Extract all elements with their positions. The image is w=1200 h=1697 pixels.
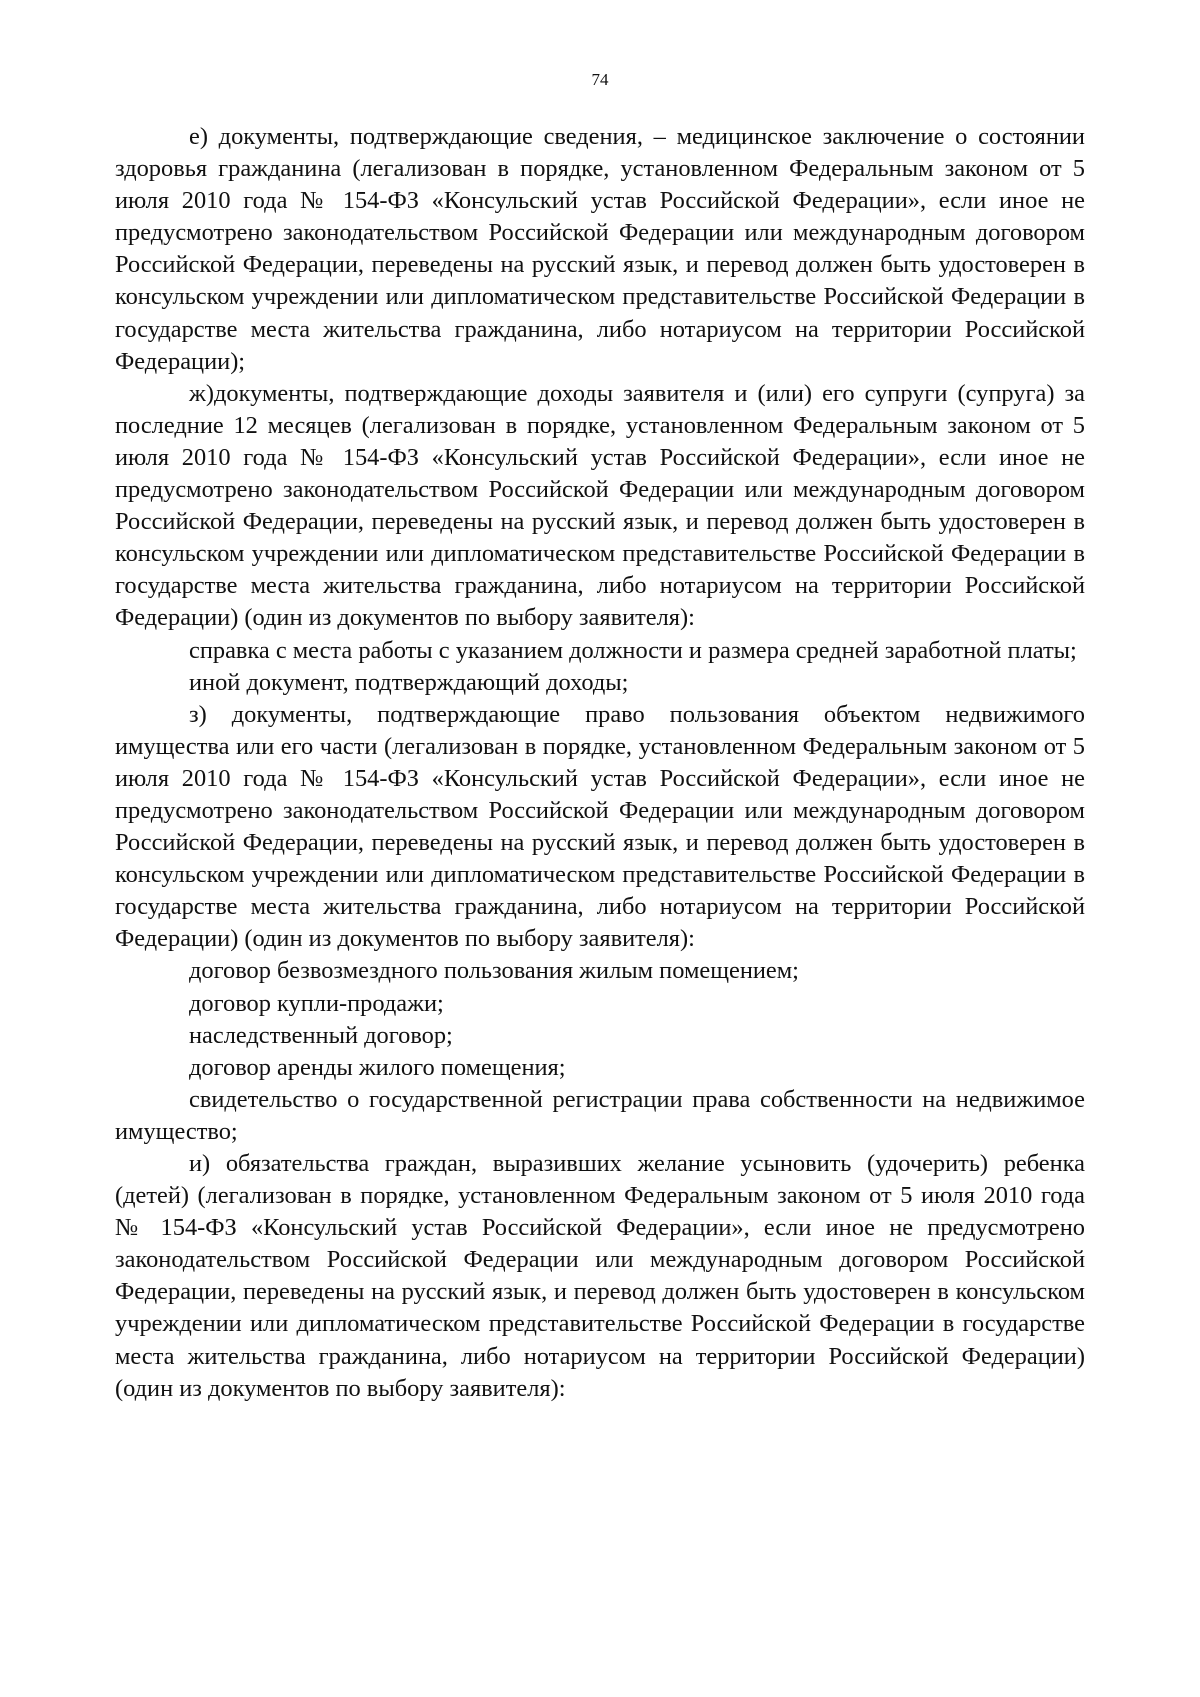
document-body xyxy=(115,121,1085,1405)
paragraph-item-zh: ж)документы, подтверждающие доходы заявителя и (или) его супруги (супруга) за последние 12 месяцев (легализован в порядке, установленном Федеральным законом от 5 июля 2010 года № 154-ФЗ «Консульский устав Российской Федерации», если иное не предусмотрено законодательством Российской Федерации или международным договором Российской Федерации, переведены на русский язык, и перевод должен быть удостоверен в консульском учреждении или дипломатическом представительстве Российской Федерации в государстве места жительства гражданина, либо нотариусом на территории Российской Федерации) (один из документов по выбору заявителя): xyxy=(115,379,1085,632)
list-item-other-income-document: иной документ, подтверждающий доходы; xyxy=(189,668,629,696)
paragraph-item-z: з) документы, подтверждающие право пользования объектом недвижимого имущества или его части (легализован в порядке, установленном Федеральным законом от 5 июля 2010 года № 154-ФЗ «Консульский устав Российской Федерации», если иное не предусмотрено законодательством Российской Федерации или международным договором Российской Федерации, переведены на русский язык, и перевод должен быть удостоверен в консульском учреждении или дипломатическом представительстве Российской Федерации в государстве места жительства гражданина, либо нотариусом на территории Российской Федерации) (один из документов по выбору заявителя): xyxy=(115,700,1085,953)
list-item-lease-agreement: договор аренды жилого помещения; xyxy=(189,1053,566,1081)
list-item-ownership-certificate: свидетельство о государственной регистрации права собственности на недвижимое имущество; xyxy=(115,1085,1085,1145)
paragraph-item-e: е) документы, подтверждающие сведения, – медицинское заключение о состоянии здоровья гражданина (легализован в порядке, установленном Федеральным законом от 5 июля 2010 года № 154-ФЗ «Консульский устав Российской Федерации», если иное не предусмотрено законодательством Российской Федерации или международным договором Российской Федерации, переведены на русский язык, и перевод должен быть удостоверен в консульском учреждении или дипломатическом представительстве Российской Федерации в государстве места жительства гражданина, либо нотариусом на территории Российской Федерации); xyxy=(115,123,1085,375)
paragraph-item-i: и) обязательства граждан, выразивших желание усыновить (удочерить) ребенка (детей) (легализован в порядке, установленном Федеральным законом от 5 июля 2010 года № 154-ФЗ «Консульский устав Российской Федерации», если иное не предусмотрено законодательством Российской Федерации или международным договором Российской Федерации, переведены на русский язык, и перевод должен быть удостоверен в консульском учреждении или дипломатическом представительстве Российской Федерации в государстве места жительства гражданина, либо нотариусом на территории Российской Федерации) (один из документов по выбору заявителя): xyxy=(115,1150,1085,1402)
list-item-salary-certificate: справка с места работы с указанием должности и размера средней заработной платы; xyxy=(189,636,1077,664)
list-item-purchase-agreement: договор купли-продажи; xyxy=(189,989,444,1017)
page-number: 74 xyxy=(591,70,609,89)
list-item-inheritance-agreement: наследственный договор; xyxy=(189,1021,453,1049)
list-item-free-use-agreement: договор безвозмездного пользования жилым помещением; xyxy=(189,957,799,985)
